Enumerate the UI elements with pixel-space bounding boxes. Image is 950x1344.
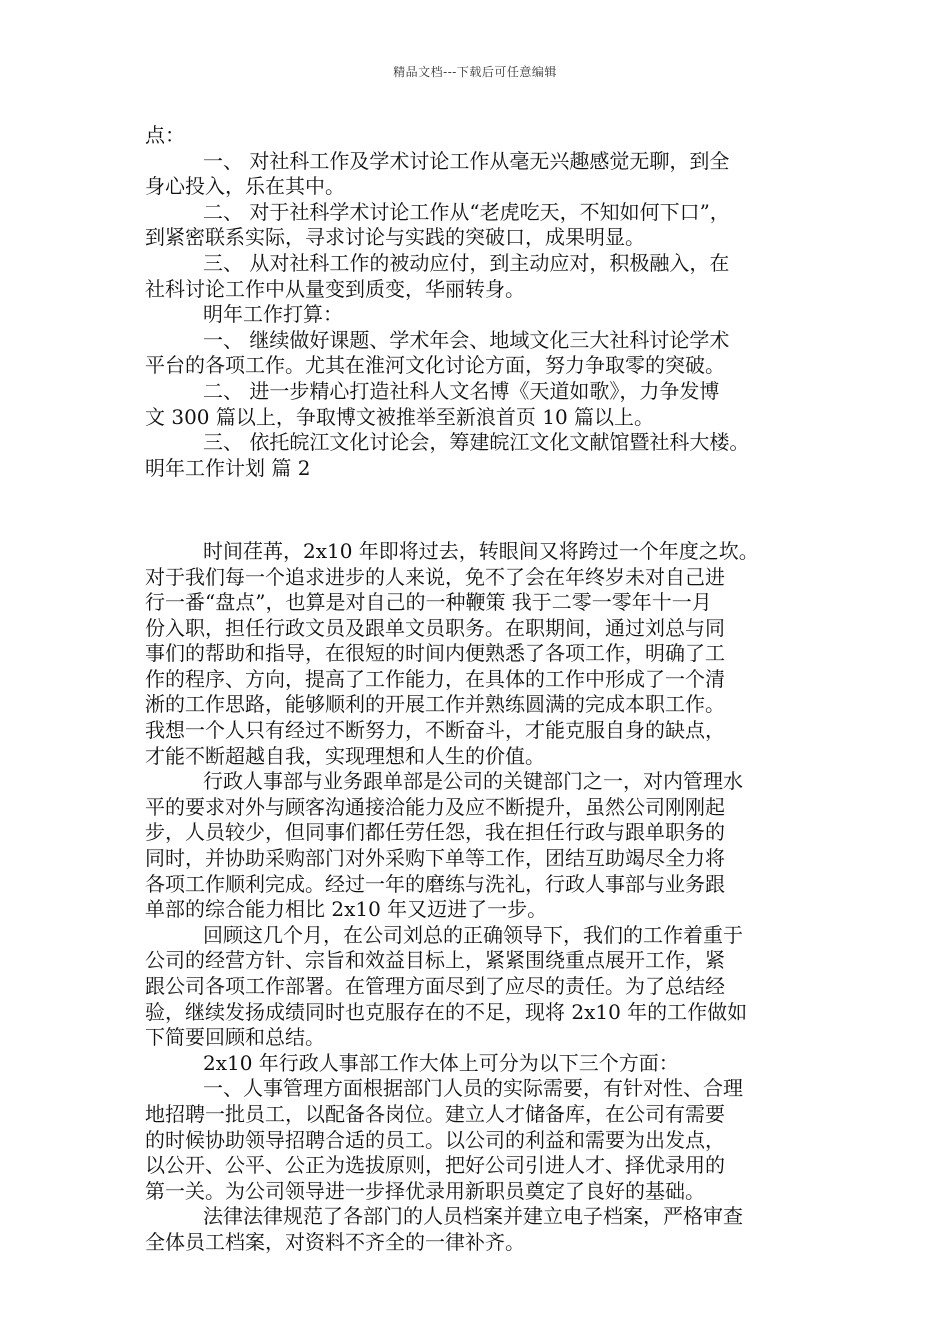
text-line: 份入职，担任行政文员及跟单文员职务。在职期间，通过刘总与同 [145,615,725,640]
text-line: 到紧密联系实际，寻求讨论与实践的突破口，成果明显。 [145,225,645,250]
text-line: 社科讨论工作中从量变到质变，华丽转身。 [145,276,525,301]
text-line: 行一番“盘点”，也算是对自己的一种鞭策 我于二零一零年十一月 [145,590,712,615]
text-line: 三、 依托皖江文化讨论会，筹建皖江文化文献馆暨社科大楼。 [203,430,750,455]
section-work-plan-2 [145,539,811,1256]
text-line: 同时，并协助采购部门对外采购下单等工作，团结互助竭尽全力将 [145,846,725,871]
text-line: 淅的工作思路，能够顺利的开展工作并熟练圆满的完成本职工作。 [145,692,725,717]
text-line: 明年工作打算： [203,302,343,327]
text-line: 第一关。为公司领导进一步择优录用新职员奠定了良好的基础。 [145,1178,705,1203]
text-line: 三、 从对社科工作的被动应付，到主动应对，积极融入，在 [203,250,730,275]
text-line: 对于我们每一个追求进步的人来说，免不了会在年终岁未对自己进 [145,564,725,589]
text-line: 文 300 篇以上，争取博文被推举至新浪首页 10 篇以上。 [145,404,655,429]
text-line: 平台的各项工作。尤其在淮河文化讨论方面，努力争取零的突破。 [145,353,725,378]
text-line: 才能不断超越自我，实现理想和人生的价值。 [145,743,545,768]
text-line: 明年工作计划 篇 2 [145,455,311,480]
text-line: 二、 进一步精心打造社科人文名博《天道如歌》，力争发博 [203,378,720,403]
text-line: 全体员工档案，对资料不齐全的一律补齐。 [145,1229,525,1254]
text-line: 步，人员较少，但同事们都任劳任怨，我在担任行政与跟单职务的 [145,820,725,845]
text-line: 一、 继续做好课题、学术年会、地域文化三大社科讨论学术 [203,327,730,352]
text-line: 一、 对社科工作及学术讨论工作从毫无兴趣感觉无聊，到全 [203,148,730,173]
text-line: 以公开、公平、公正为选拔原则，把好公司引进人才、择优录用的 [145,1153,725,1178]
text-line: 二、 对于社科学术讨论工作从“老虎吃天，不知如何下口”， [203,199,730,224]
text-line: 2x10 年行政人事部工作大体上可分为以下三个方面： [203,1050,679,1075]
page-header: 精品文档---下载后可任意编辑 [393,65,557,79]
text-line: 行政人事部与业务跟单部是公司的关键部门之一，对内管理水 [203,769,743,794]
text-line: 我想一个人只有经过不断努力，不断奋斗，才能克服自身的缺点， [145,718,725,743]
text-line: 回顾这几个月，在公司刘总的正确领导下，我们的工作着重于 [203,922,743,947]
text-line: 一、人事管理方面根据部门人员的实际需要，有针对性、合理 [203,1076,743,1101]
text-line: 各项工作顺利完成。经过一年的磨练与洗礼，行政人事部与业务跟 [145,871,725,896]
section-annual-review [145,123,811,481]
text-line: 事们的帮助和指导，在很短的时间内便熟悉了各项工作，明确了工 [145,641,725,666]
text-line: 跟公司各项工作部署。在管理方面尽到了应尽的责任。为了总结经 [145,974,725,998]
text-line: 法律法律规范了各部门的人员档案并建立电子档案，严格审查 [203,1204,743,1229]
text-line: 单部的综合能力相比 2x10 年又迈进了一步。 [145,897,548,922]
spacer [145,513,811,539]
text-line: 时间荏苒，2x10 年即将过去，转眼间又将跨过一个年度之坎。 [203,538,759,563]
text-line: 点： [145,123,185,147]
text-line: 作的程序、方向，提高了工作能力，在具体的工作中形成了一个清 [145,666,725,691]
text-line: 地招聘一批员工，以配备各岗位。建立人才储备库，在公司有需要 [145,1101,725,1126]
text-line: 的时候协助领导招聘合适的员工。以公司的利益和需要为出发点， [145,1127,725,1152]
text-line: 公司的经营方针、宗旨和效益目标上，紧紧围绕重点展开工作，紧 [145,948,725,973]
text-line: 平的要求对外与顾客沟通接洽能力及应不断提升，虽然公司刚刚起 [145,794,725,819]
document-body [145,123,811,1256]
text-line: 下简要回顾和总结。 [145,1025,325,1050]
text-line: 验，继续发扬成绩同时也克服存在的不足，现将 2x10 年的工作做如 [145,999,748,1024]
spacer [145,481,811,513]
text-line: 身心投入，乐在其中。 [145,174,345,199]
